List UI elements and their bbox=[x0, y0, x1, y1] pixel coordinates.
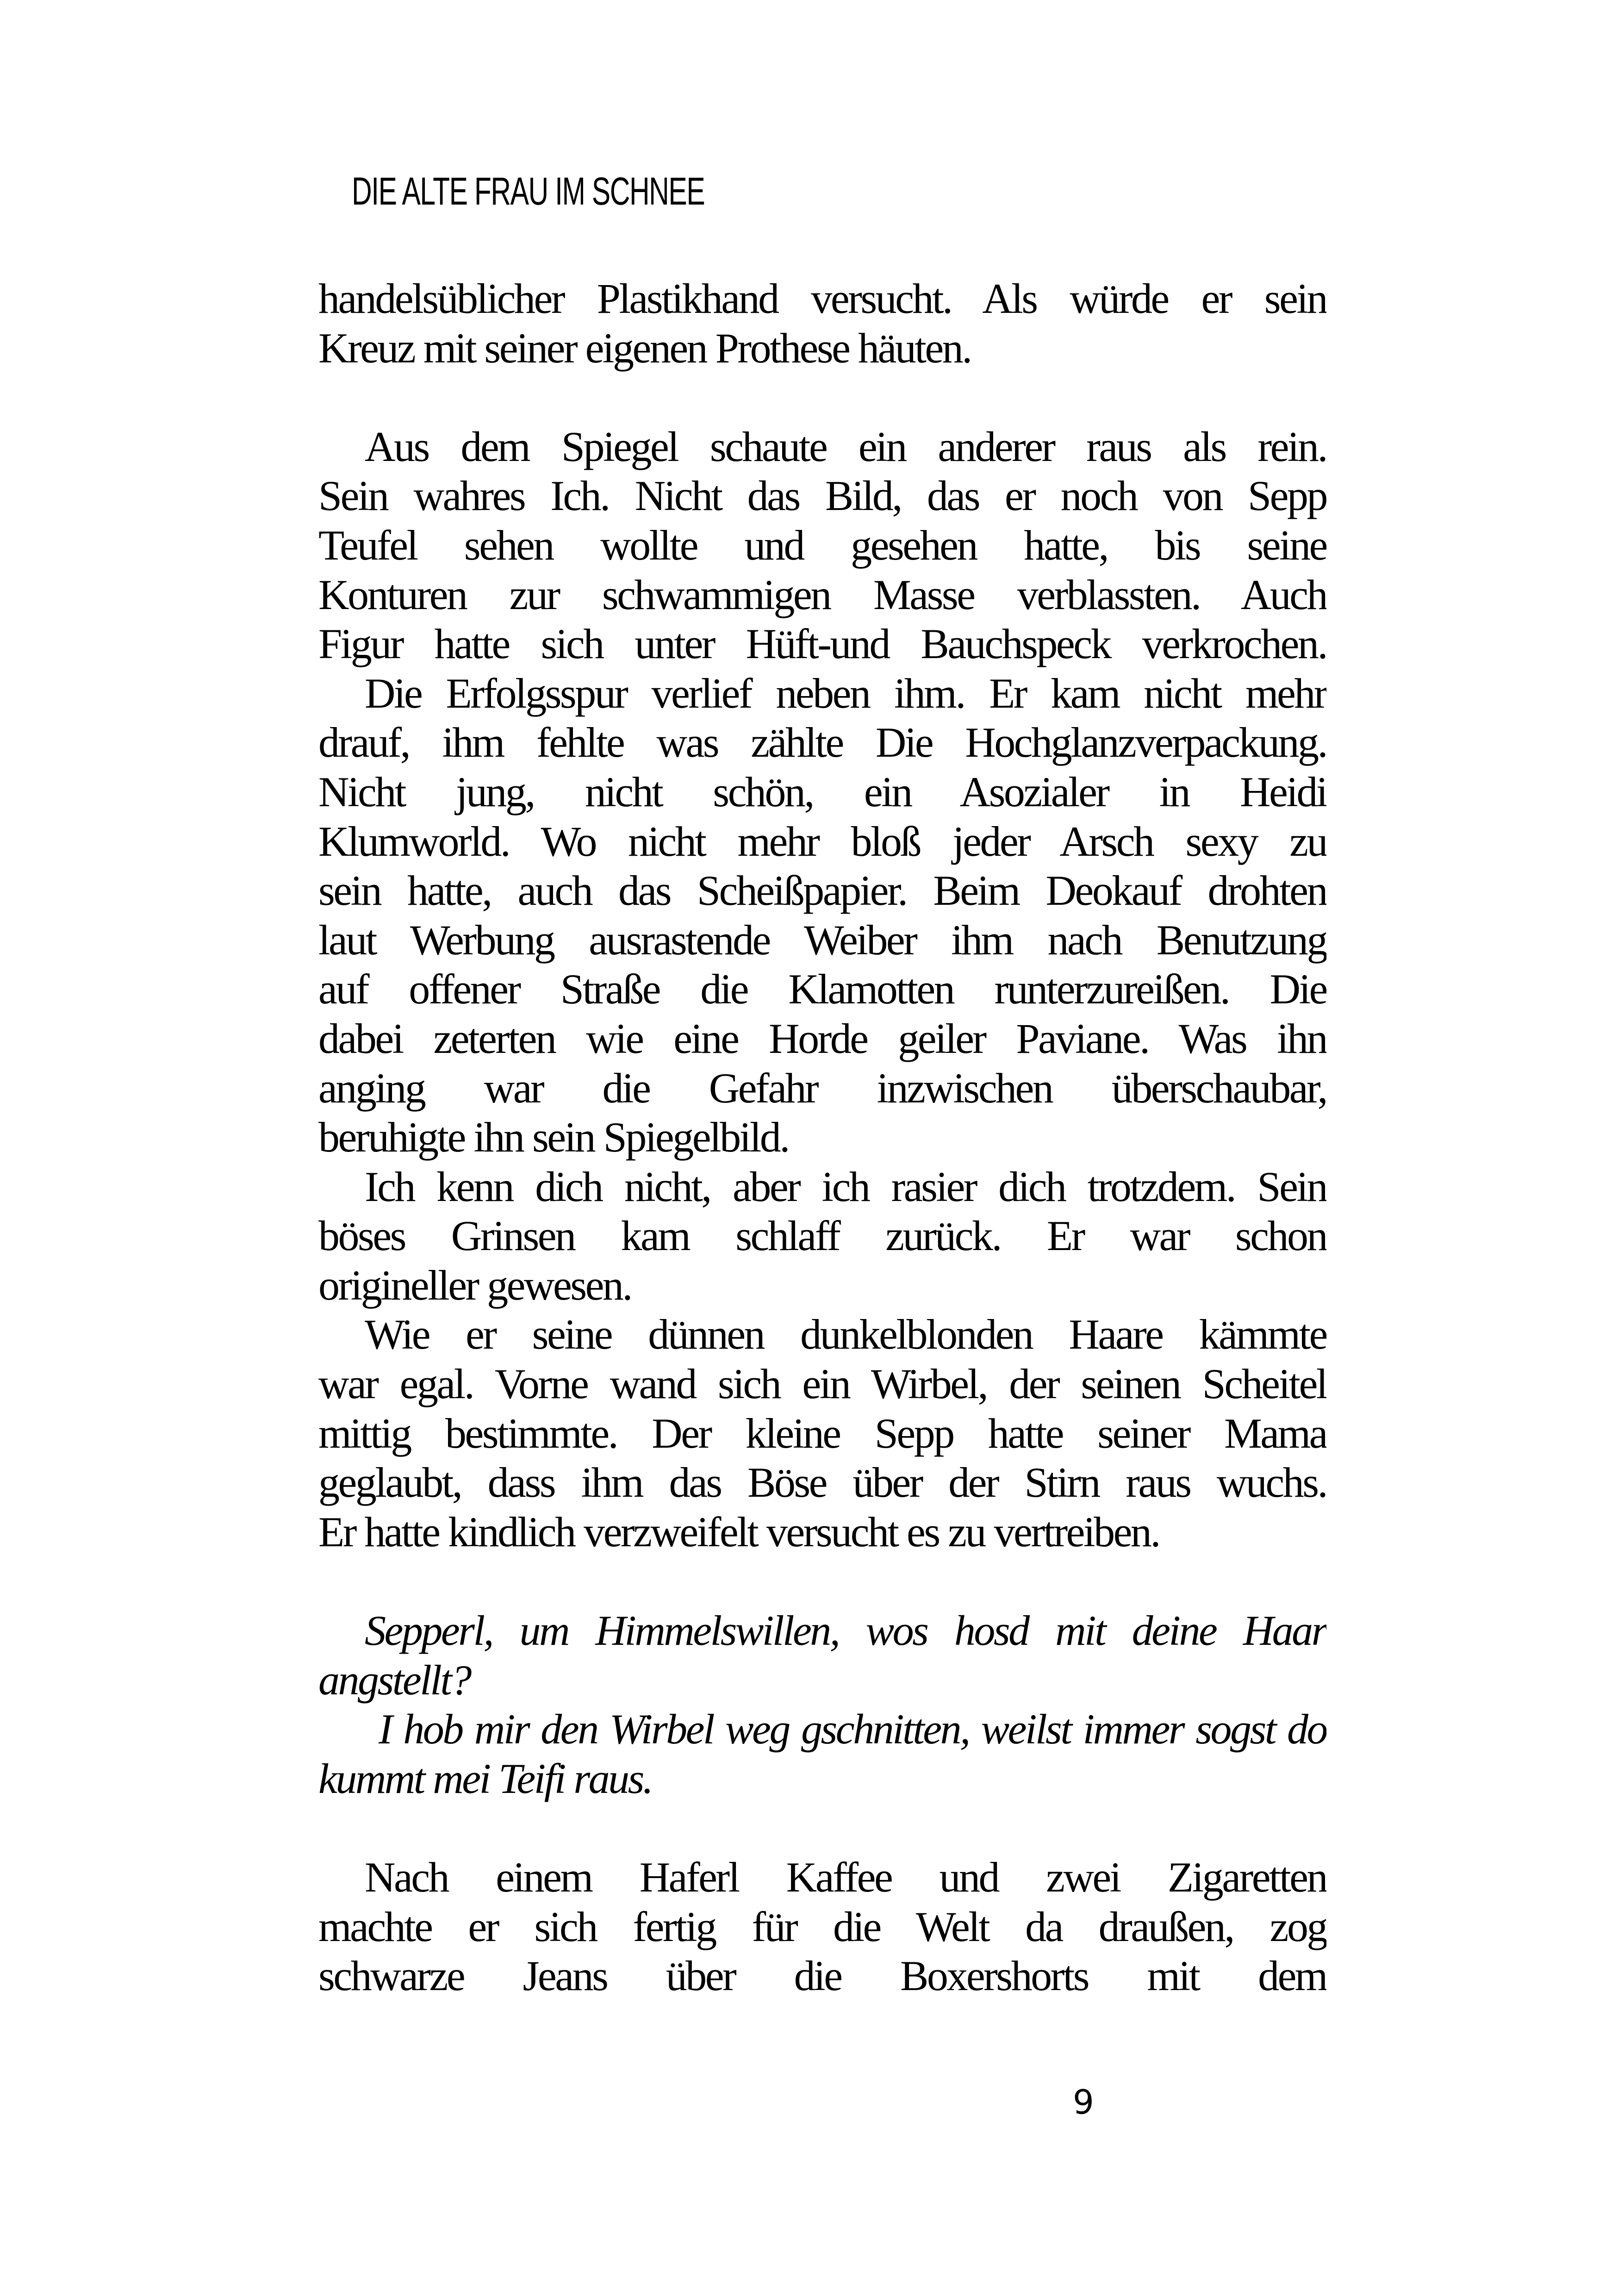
text-line: geglaubt, dass ihm das Böse über der Stirn raus wuchs. bbox=[318, 1459, 1326, 1506]
text-line: auf offener Straße die Klamotten runterzureißen. Die bbox=[318, 965, 1326, 1013]
text-line: Sepperl, um Himmelswillen, wos hosd mit deine Haar bbox=[365, 1607, 1326, 1655]
text-line: Ich kenn dich nicht, aber ich rasier dich trotzdem. Sein bbox=[365, 1163, 1326, 1210]
text-line: Konturen zur schwammigen Masse verblassten. Auch bbox=[318, 571, 1326, 618]
text-line: dabei zeterten wie eine Horde geiler Paviane. Was ihn bbox=[318, 1014, 1326, 1062]
blank-line bbox=[318, 1556, 1326, 1606]
text-line: drauf, ihm fehlte was zählte Die Hochglanzverpackung. bbox=[318, 719, 1326, 766]
text-line: schwarze Jeans über die Boxershorts mit dem bbox=[318, 1952, 1326, 2000]
text-line: Die Erfolgsspur verlief neben ihm. Er kam nicht mehr bbox=[365, 669, 1326, 717]
text-line: I hob mir den Wirbel weg gschnitten, weilst immer sogst do bbox=[379, 1705, 1326, 1753]
text-line: Nach einem Haferl Kaffee und zwei Zigaretten bbox=[365, 1854, 1326, 1901]
text-line: kummt mei Teifi raus. bbox=[318, 1755, 652, 1802]
running-header: DIE ALTE FRAU IM SCHNEE bbox=[352, 169, 705, 213]
blank-line bbox=[318, 1803, 1326, 1853]
text-line: Teufel sehen wollte und gesehen hatte, bis seine bbox=[318, 521, 1326, 569]
text-line: war egal. Vorne wand sich ein Wirbel, der seinen Scheitel bbox=[318, 1360, 1326, 1408]
text-line: böses Grinsen kam schlaff zurück. Er war schon bbox=[318, 1212, 1326, 1260]
text-line: anging war die Gefahr inzwischen überschaubar, bbox=[318, 1064, 1326, 1112]
text-line: origineller gewesen. bbox=[318, 1261, 631, 1309]
text-line: beruhigte ihn sein Spiegelbild. bbox=[318, 1114, 789, 1161]
body-text bbox=[318, 274, 1326, 2001]
text-line: Wie er seine dünnen dunkelblonden Haare kämmte bbox=[365, 1311, 1326, 1358]
text-line: Aus dem Spiegel schaute ein anderer raus als rein. bbox=[365, 423, 1326, 470]
text-line: machte er sich fertig für die Welt da draußen, zog bbox=[318, 1903, 1326, 1950]
text-line: Nicht jung, nicht schön, ein Asozialer in Heidi bbox=[318, 768, 1326, 815]
text-line: Klumworld. Wo nicht mehr bloß jeder Arsch sexy zu bbox=[318, 817, 1326, 865]
page-number: 9 bbox=[1073, 2083, 1094, 2122]
text-line: Sein wahres Ich. Nicht das Bild, das er noch von Sepp bbox=[318, 472, 1326, 520]
text-line: angstellt? bbox=[318, 1656, 470, 1704]
text-line: Er hatte kindlich verzweifelt versucht es zu vertreiben. bbox=[318, 1508, 1159, 1556]
text-line: Kreuz mit seiner eigenen Prothese häuten. bbox=[318, 324, 971, 372]
text-line: handelsüblicher Plastikhand versucht. Als würde er sein bbox=[318, 275, 1326, 322]
text-line: laut Werbung ausrastende Weiber ihm nach Benutzung bbox=[318, 916, 1326, 964]
blank-line bbox=[318, 373, 1326, 422]
text-line: mittig bestimmte. Der kleine Sepp hatte seiner Mama bbox=[318, 1409, 1326, 1457]
text-line: sein hatte, auch das Scheißpapier. Beim Deokauf drohten bbox=[318, 867, 1326, 915]
text-line: Figur hatte sich unter Hüft-und Bauchspeck verkrochen. bbox=[318, 620, 1326, 668]
